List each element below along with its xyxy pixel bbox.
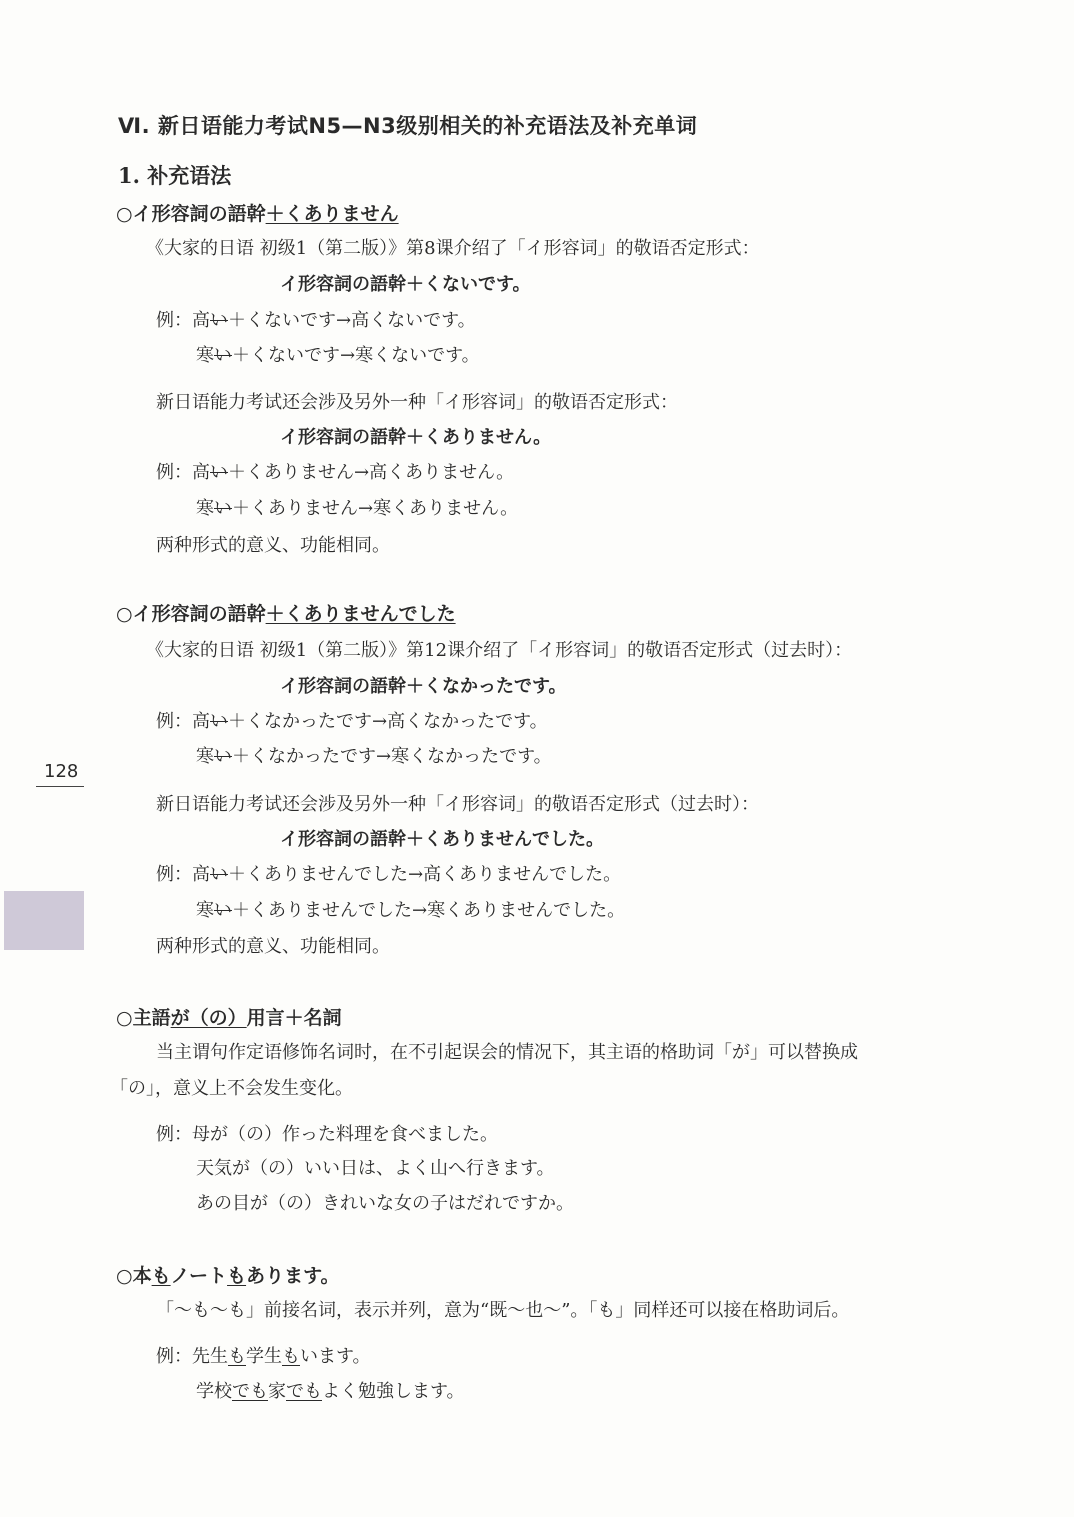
grammar-2-intro-2: 新日语能力考试还会涉及另外一种「イ形容词」的敬语否定形式（过去时）：	[156, 794, 759, 815]
heading-text-3: あります。	[246, 1265, 340, 1287]
grammar-4-heading	[116, 1267, 340, 1286]
heading-underlined: も	[151, 1265, 171, 1287]
struck-ending: い	[210, 711, 228, 732]
example-label: 例：	[156, 1346, 192, 1367]
struck-ending: い	[214, 498, 232, 519]
struck-ending: い	[210, 864, 228, 885]
grammar-1-example-1b	[196, 347, 480, 365]
example-word: 高	[192, 711, 210, 732]
example-label: 例：	[156, 462, 192, 483]
heading-text-2: ノート	[170, 1265, 228, 1287]
grammar-2-note: 两种形式的意义、功能相同。	[156, 936, 390, 957]
ex-underlined: でも	[232, 1381, 268, 1402]
grammar-1-example-1a	[156, 312, 476, 330]
page-number-rule	[36, 786, 84, 787]
example-label: 例：	[156, 1124, 192, 1145]
grammar-3-example-1	[156, 1126, 498, 1144]
grammar-2-example-1a	[156, 713, 548, 731]
heading-underlined: ＋くありませんでした	[265, 603, 456, 625]
heading-text: ○本	[116, 1265, 152, 1287]
example-word: 寒	[196, 900, 214, 921]
ex-part: 学生	[246, 1346, 282, 1367]
grammar-2-pattern-2: イ形容詞の語幹＋くありませんでした。	[280, 829, 604, 850]
struck-ending: い	[210, 462, 228, 483]
ex-underlined: でも	[286, 1381, 322, 1402]
example-text: 母が（の）作った料理を食べました。	[192, 1124, 498, 1145]
grammar-1-intro-2: 新日语能力考试还会涉及另外一种「イ形容词」的敬语否定形式：	[156, 392, 678, 413]
example-word: 寒	[196, 746, 214, 767]
grammar-3-desc-1: 当主谓句作定语修饰名词时，在不引起误会的情况下，其主语的格助词「が」可以替换成	[156, 1042, 858, 1063]
grammar-1-heading	[116, 205, 399, 224]
grammar-2-pattern-1: イ形容詞の語幹＋くなかったです。	[280, 676, 567, 697]
ex-underlined: も	[228, 1346, 246, 1367]
ex-part: います。	[300, 1346, 371, 1367]
example-label: 例：	[156, 864, 192, 885]
grammar-1-example-2b	[196, 500, 518, 518]
grammar-3-desc-2: 「の」，意义上不会发生变化。	[110, 1078, 353, 1099]
grammar-1-intro: 《大家的日语 初级1（第二版）》第8课介绍了「イ形容词」的敬语否定形式：	[146, 238, 760, 259]
example-rest: ＋くなかったです→高くなかったです。	[228, 711, 548, 732]
heading-underlined-2: も	[227, 1265, 247, 1287]
example-rest: ＋くなかったです→寒くなかったです。	[232, 746, 552, 767]
example-rest: ＋くありませんでした→寒くありませんでした。	[232, 900, 626, 921]
struck-ending: い	[214, 900, 232, 921]
grammar-4-example-2	[196, 1383, 465, 1401]
grammar-1-pattern-2: イ形容詞の語幹＋くありません。	[280, 427, 552, 448]
heading-text: ○イ形容詞の語幹	[116, 203, 266, 225]
ex-part: 学校	[196, 1381, 232, 1402]
example-word: 寒	[196, 345, 214, 366]
grammar-2-example-2a	[156, 866, 621, 884]
example-rest: ＋くありません→寒くありません。	[232, 498, 519, 519]
example-word: 高	[192, 462, 210, 483]
example-word: 高	[192, 864, 210, 885]
struck-ending: い	[210, 310, 228, 331]
example-rest: ＋くないです→高くないです。	[228, 310, 476, 331]
ex-part: 先生	[192, 1346, 228, 1367]
struck-ending: い	[214, 345, 232, 366]
grammar-4-desc: 「～も～も」前接名词，表示并列，意为“既～也～”。「も」同样还可以接在格助词后。	[156, 1300, 850, 1321]
example-word: 寒	[196, 498, 214, 519]
grammar-1-note: 两种形式的意义、功能相同。	[156, 535, 390, 556]
struck-ending: い	[214, 746, 232, 767]
example-label: 例：	[156, 310, 192, 331]
grammar-3-heading	[116, 1009, 342, 1028]
heading-underlined: ＋くありません	[265, 203, 399, 225]
ex-part: よく勉強します。	[322, 1381, 465, 1402]
grammar-2-heading	[116, 605, 456, 624]
grammar-1-example-2a	[156, 464, 514, 482]
example-label: 例：	[156, 711, 192, 732]
ex-part: 家	[268, 1381, 286, 1402]
page-number: 128	[44, 761, 79, 782]
heading-text: ○主語	[116, 1007, 171, 1029]
grammar-1-pattern-1: イ形容詞の語幹＋くないです。	[280, 274, 531, 295]
example-rest: ＋くないです→寒くないです。	[232, 345, 480, 366]
grammar-2-example-1b	[196, 748, 552, 766]
chapter-thumb-tab	[4, 891, 84, 950]
example-rest: ＋くありませんでした→高くありませんでした。	[228, 864, 622, 885]
ex-underlined: も	[282, 1346, 300, 1367]
grammar-2-intro: 《大家的日语 初级1（第二版）》第12课介绍了「イ形容词」的敬语否定形式（过去时）：	[146, 640, 853, 661]
heading-underlined: が（の）	[170, 1007, 247, 1029]
grammar-3-example-3: あの目が（の）きれいな女の子はだれですか。	[196, 1193, 574, 1214]
section-title: Ⅵ. 新日语能力考试N5—N3级别相关的补充语法及补充单词	[118, 114, 698, 138]
subsection-title: 1. 补充语法	[118, 163, 232, 188]
grammar-4-example-1	[156, 1348, 371, 1366]
grammar-2-example-2b	[196, 902, 625, 920]
example-rest: ＋くありません→高くありません。	[228, 462, 515, 483]
heading-text: ○イ形容詞の語幹	[116, 603, 266, 625]
grammar-3-example-2: 天気が（の）いい日は、よく山へ行きます。	[196, 1158, 555, 1179]
example-word: 高	[192, 310, 210, 331]
heading-text-2: 用言＋名詞	[246, 1007, 342, 1029]
